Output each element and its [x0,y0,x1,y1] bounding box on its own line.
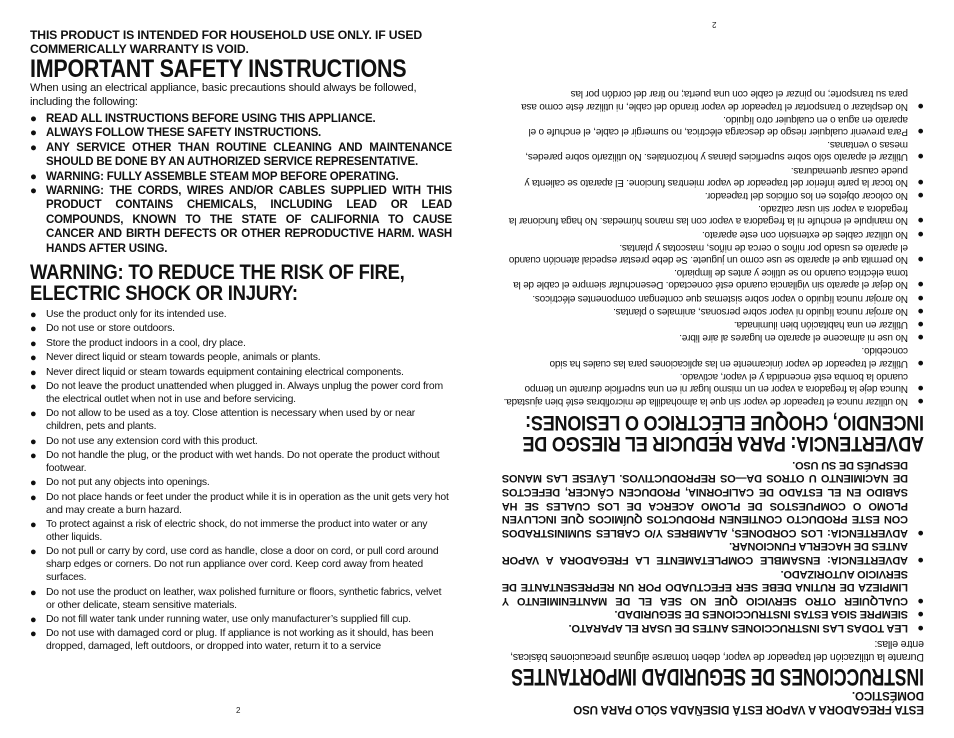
list-item: ● WARNING: THE CORDS, WIRES AND/OR CABLES SUPPLIED WITH THIS PRODUCT CONTAINS CHEMICALS, INCLUDING LEAD OR LEAD COMPOUNDS, KNOWN TO THE STATE OF CALIFORNIA TO CAUSE CANCER AND BIRTH DEFECTS OR OTHER REPRODUCTIVE HARM. WASH HANDS AFTER USING. [30,185,452,255]
english-page [30,0,452,738]
household-use-notice: THIS PRODUCT IS INTENDED FOR HOUSEHOLD USE ONLY. IF USED COMMERICALLY WARRANTY IS VOID. [30,28,423,56]
list-item: ● Never direct liquid or steam towards people, animals or plants. [30,352,321,365]
bullet-icon: ● [917,318,924,331]
bullet-icon: ● [30,628,37,641]
list-item: ● Utilizar en una habitación bien iluminada. [734,318,924,331]
bold-instruction-list [30,112,452,256]
list-item: ● No utilizar nunca el trapeador de vapor sin que la almohadilla de microfibras esté bien ajustada. [503,395,924,408]
bullet-icon: ● [917,331,924,344]
warning-heading-line: WARNING: TO REDUCE THE RISK OF FIRE, [30,260,405,285]
bullet-icon: ● [917,526,924,539]
list-item: ● Do not handle the plug, or the product with wet hands. Do not operate the product without footwear. [30,450,440,475]
bullet-icon: ● [30,450,37,463]
bullet-icon: ● [917,278,924,291]
list-item: ● No utilizar cables de extensión con este aparato. [702,227,924,240]
list-item: ● Do not leave the product unattended when plugged in. Always unplug the power cord from the electrical outlet when not in use and before servicing. [30,381,443,405]
list-item: ● ALWAYS FOLLOW THESE SAFETY INSTRUCTIONS. [30,127,322,140]
bullet-icon: ● [917,125,924,138]
intro-text: When using an electrical appliance, basic precautions should always be followed, including the following: [30,82,417,108]
bullet-icon: ● [917,356,924,369]
list-item: ● No use ni almacene el aparato en lugares al aire libre. [679,331,924,344]
list-item: ● No tocar la parte inferior del trapeador de vapor mientras funcione. El aparato se calienta y puede causar quemaduras. [524,164,924,188]
list-item: ● Utilizar el trapeador de vapor únicamente en las aplicaciones para las cuales ha sido concebido. [549,345,924,369]
list-item: ● Do not use any extension cord with this product. [30,435,258,448]
bullet-icon: ● [30,309,37,322]
list-item: ● No permita que el aparato se use como un juguete. Se debe prestar especial atención cuando el aparato es usado por niños o cerca de niños, mascotas y plantas. [509,241,924,266]
bullet-icon: ● [30,519,37,532]
bullet-icon: ● [30,614,37,626]
bullet-icon: ● [30,337,37,350]
list-item: ● No arrojar nunca líquido o vapor sobre sistemas que contengan componentes eléctricos. [532,291,924,304]
bullet-icon: ● [30,352,37,365]
safety-instruction-list [502,87,924,407]
bullet-icon: ● [30,546,37,559]
list-item: ● Para prevenir cualquier riesgo de descarga eléctrica, no sumergir el cable, el enchufe o el aparato en agua o en cualquier otro líquido. [528,113,924,138]
list-item: ● READ ALL INSTRUCTIONS BEFORE USING THIS APPLIANCE. [30,113,376,125]
list-item: ● No dejar el aparato sin vigilancia cuando esté conectado. Desenchufar siempre el cable de la toma eléctrica cuando no se utilice y antes de limpiarlo. [513,267,924,291]
bullet-icon: ● [917,382,924,395]
bullet-icon: ● [917,175,924,188]
bullet-icon: ● [917,395,924,408]
page-title: INSTRUCCIONES DE SEGURIDAD IMPORTANTES [511,663,924,690]
bullet-icon: ● [917,214,924,227]
household-use-notice: ESTA FREGADORA A VAPOR ESTÁ DISEÑADA SÓLO PARA USO DOMÉSTICO. [573,689,924,716]
list-item: ● WARNING: FULLY ASSEMBLE STEAM MOP BEFORE OPERATING. [30,170,399,183]
list-item: ● Do not put any objects into openings. [30,477,210,490]
bullet-icon: ● [30,435,37,448]
bullet-icon: ● [917,291,924,304]
bullet-icon: ● [30,185,37,198]
list-item: ● ANY SERVICE OTHER THAN ROUTINE CLEANING AND MAINTENANCE SHOULD BE DONE BY AN AUTHORIZED SERVICE REPRESENTATIVE. [30,141,452,169]
bullet-icon: ● [30,477,37,490]
bullet-icon: ● [30,586,37,599]
list-item: ● No desplazar o transportar el trapeador de vapor tirando del cable, ni utilizar éste como asa para su transporte; no pinzar el cable con una puerta; no tirar del cordón por las [521,88,924,112]
list-item: ● Do not use or store outdoors. [30,323,175,336]
list-item: ● Do not place hands or feet under the product while it is in operation as the unit gets very hot and may create a burn hazard. [30,491,449,516]
safety-instruction-list [30,309,452,654]
list-item: ● CUALQUIER OTRO SERVICIO QUE NO SEA EL DE MANTENIMIENTO Y LIMPIEZA DE RUTINA DEBE SER EFECTUADO POR UN REPRESENTANTE DE SERVICIO AUTORIZADO. [502,567,924,607]
bullet-icon: ● [30,141,37,154]
bullet-icon: ● [917,99,924,112]
list-item: ● Never direct liquid or steam towards equipment containing electrical components. [30,366,404,379]
bullet-icon: ● [917,227,924,240]
page-number: 2 [236,706,241,715]
bullet-icon: ● [30,113,37,125]
intro-text: Durante la utilización del trapeador de vapor, deben tomarse algunas precauciones básicas, entre ellas: [510,638,924,663]
page-number: 2 [712,20,717,29]
bullet-icon: ● [917,554,924,567]
list-item: ● Do not use with damaged cord or plug. If appliance is not working as it should, has been dropped, damaged, left outdoors, or dropped into water, return it to a service [30,628,434,653]
list-item: ● Do not fill water tank under running water, use only manufacturer’s supplied fill cup. [30,614,411,626]
bullet-icon: ● [917,189,924,202]
list-item: ● SIEMPRE SIGA ESTAS INSTRUCCIONES DE SEGURIDAD. [614,608,924,621]
bullet-icon: ● [30,323,37,336]
bullet-icon: ● [30,408,37,421]
bullet-icon: ● [30,366,37,379]
spanish-page [502,0,924,738]
list-item: ● To protect against a risk of electric shock, do not immerse the product into water or any other liquids. [30,519,428,544]
bullet-icon: ● [30,381,37,394]
bullet-icon: ● [917,594,924,607]
list-item: ● Do not allow to be used as a toy. Close attention is necessary when used by or near children, pets and plants. [30,408,416,433]
warning-heading [502,412,924,454]
page-title: IMPORTANT SAFETY INSTRUCTIONS [30,55,407,83]
list-item: ● LEA TODAS LAS INSTRUCCIONES ANTES DE USAR EL APARATO. [568,622,924,634]
warning-heading-line: ADVERTENCIA: PARA REDUCIR EL RIESGO DE [522,432,924,456]
list-item: ● No arrojar nunca líquido ni vapor sobre personas, animales o plantas. [613,304,924,317]
bold-instruction-list [502,457,924,634]
list-item: ● Store the product indoors in a cool, dry place. [30,337,246,350]
list-item: ● Do not pull or carry by cord, use cord as handle, close a door on cord, or pull cord around sharp edges or corners. Do not run appliance over cord. Keep cord away from heated surfaces. [30,546,439,584]
bullet-icon: ● [30,127,37,140]
bullet-icon: ● [30,491,37,504]
warning-heading-line: ELECTRIC SHOCK OR INJURY: [30,281,298,306]
list-item: ● ADVERTENCIA: LOS CORDONES, ALAMBRES Y/O CABLES SUMINISTRADOS CON ESTE PRODUCTO CONTIENEN PRODUCTOS QUÍMICOS QUE INCLUYEN PLOMO O COMPUESTOS DE PLOMO ACERCA DE LOS CUALES SE HA SABIDO EN EL ESTADO DE CALIFORNIA, PRODUCEN CÁNCER, DEFECTOS DE NACIMIENTO U OTROS DA—OS REPRODUCTIVOS. LÁVESE LAS MANOS DESPUÉS DE SU USO. [502,458,924,539]
list-item: ● No colocar objetos en los orificios del trapeador. [705,189,924,202]
list-item: ● Utilizar el aparato sólo sobre superficies planas y horizontales. No utilizarlo sobre paredes, mesas o ventanas. [525,139,924,163]
warning-heading [30,260,405,306]
bullet-icon: ● [917,253,924,266]
warning-heading-line: INCENDIO, CHOQUE ELÉCTRICO O LESIONES: [525,411,924,435]
list-item: ● Do not use the product on leather, wax polished furniture or floors, synthetic fabrics, velvet or other delicate, steam sensitive materials. [30,586,442,611]
bullet-icon: ● [917,304,924,317]
bullet-icon: ● [917,608,924,621]
list-item: ● ADVERTENCIA: ENSAMBLE COMPLETAMENTE LA FREGADORA A VAPOR ANTES DE HACERLA FUNCIONAR. [502,540,924,567]
list-item: ● Use the product only for its intended use. [30,309,227,322]
bullet-icon: ● [30,170,37,183]
bullet-icon: ● [917,150,924,163]
list-item: ● No manipule el enchufe ni la fregadora a vapor con las manos húmedas. No haga funcionar la fregadora a vapor sin usar calzado. [509,203,924,227]
list-item: ● Nunca deje la fregadora a vapor en un mismo lugar ni en una superficie durante un tiempo cuando la bomba esté encendida y el vapor, activado. [524,370,924,395]
bullet-icon: ● [917,622,924,634]
